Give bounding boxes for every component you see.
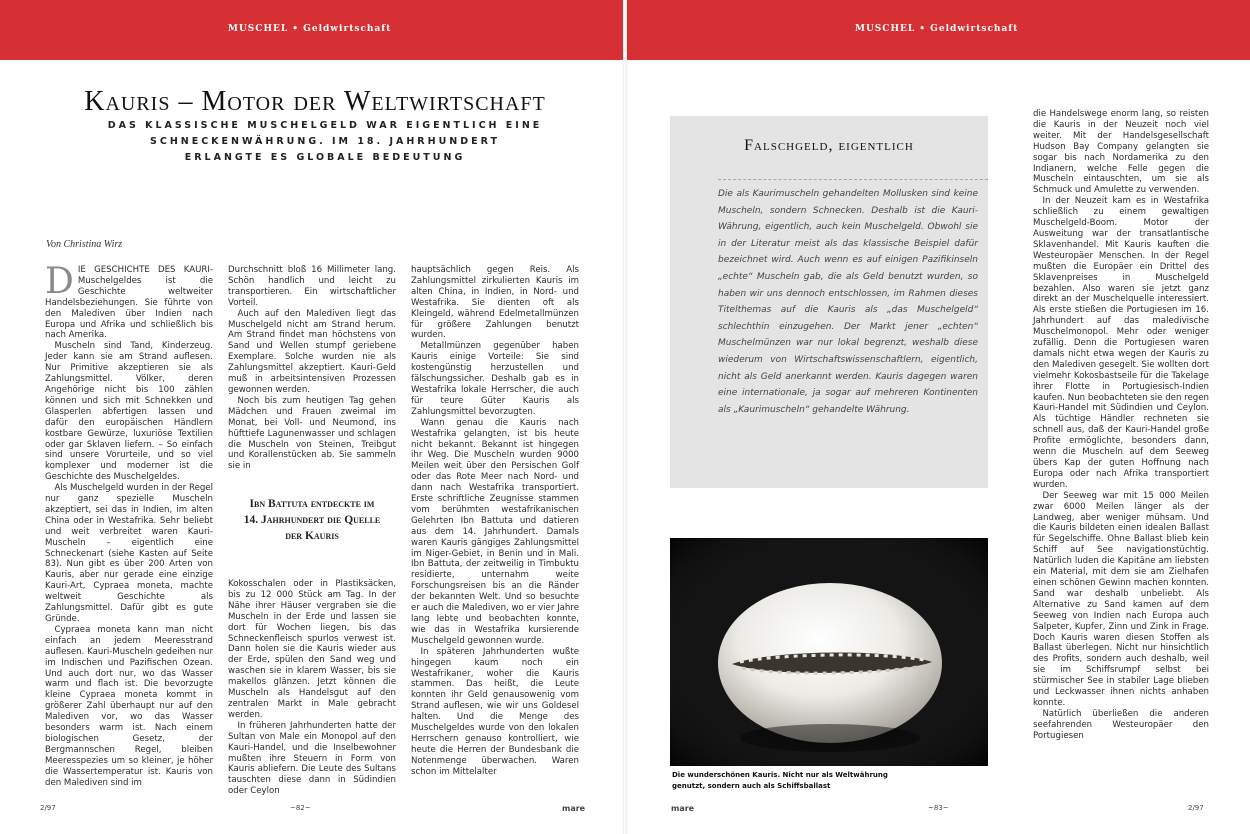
deck-line: ERLANGTE ES GLOBALE BEDEUTUNG xyxy=(184,152,466,163)
body-paragraph: In der Neuzeit kam es in Westafrika schließlich zu einem gewaltigen Muschelgeld-Boom. Motor der Ausweitung war der transatlantische Sklavenhandel. Mit Kauris kauften die Westeuropäer Menschen. In der Regel mußten die Europäer ein Drittel des Sklavenpreises in Muschelgeld bezahlen. Also waren sie jetzt ganz direkt an der Muschelquelle interessiert. Als erste stießen die Portugiesen im 16. Jahrhundert auf das maledivische Muschelmonopol. Mehr oder weniger zufällig. Denn die Portugiesen waren damals nicht etwa wegen der Kauris zu den Malediven gesegelt. Sie wollten dort vielmehr Kokosbastseile für die Takelage ihrer Flotte in Portugiesisch-Indien kaufen. Nun beobachteten sie den regen Kauri-Handel mit Südindien und Ceylon. Als tüchtige Händler rechneten sie schnell aus, daß der Kauri-Handel große Profite ermöglichte, besonders dann, wenn die Muscheln auf dem Seeweg übers Kap der guten Hoffnung nach Europa oder nach Afrika transportiert wurden. xyxy=(1033,196,1209,490)
article-title: Kauris – Motor der Weltwirtschaft xyxy=(84,86,546,117)
article-deck xyxy=(40,118,610,166)
deck-line: DAS KLASSISCHE MUSCHELGELD WAR EIGENTLICH EINE xyxy=(107,120,543,131)
sidebar-text: Die als Kaurimuscheln gehandelten Mollusken sind keine Muscheln, sondern Schnecken. Deshalb ist die Kauri-Währung, eigentlich, auch kein Muschelgeld. Obwohl sie in der Literatur meist als das klassische Beispiel dafür bezeichnet wird. Auch wenn es auf einigen Pazifikinseln „echte“ Muscheln gab, die als Geld benutzt wurden, so haben wir uns dennoch entschlossen, im Rahmen dieses Titelthemas auf die Kauris als „das Muschelgeld“ schlechthin einzugehen. Der Markt jener „echten“ Muschelmünzen war nur lokal begrenzt, weshalb diese wiederum von Wirtschaftswissenschaftlern, eigentlich, nicht als Geld anerkannt werden. Kauris dagegen waren eine internationale, ja sogar auf mehreren Kontinenten als „Kaurimuscheln“ gehandelte Währung. xyxy=(718,189,978,415)
body-column-2 xyxy=(228,265,396,491)
article-subhead: Ibn Battuta entdeckte im 14. Jahrhundert die Quelle der Kauris xyxy=(243,498,381,542)
deck-line: SCHNECKENWÄHRUNG. IM 18. JAHRHUNDERT xyxy=(150,136,500,147)
drop-cap: D xyxy=(45,261,74,302)
caption-line: Die wunderschönen Kauris. Nicht nur als Weltwährung xyxy=(672,771,888,779)
header-band-right xyxy=(625,0,1250,60)
page-gutter xyxy=(623,0,627,834)
body-paragraph: Muscheln sind Tand, Kinderzeug. Jeder kann sie am Strand auflesen. Nur Primitive akzeptieren sie als Zahlungsmittel. Völker, deren Angehörige nicht bis 100 zählen können und sich mit Schnekken und Glasperlen abfertigen lassen und dafür den europäischen Händlern kostbare Gewürze, luxuriöse Textilien oder gar Sklaven liefern. – So einfach sind unsere Vorurteile, und so viel komplexer und moderner ist die Geschichte des Muschelgeldes. xyxy=(45,341,213,483)
body-paragraph: Der Seeweg war mit 15 000 Meilen zwar 6000 Meilen länger als der Landweg, aber weniger mühsam. Und die Kauris bildeten einen idealen Ballast für Segelschiffe. Ohne Ballast blieb kein Schiff auf See navigationstüchtig. Natürlich luden die Kapitäne am liebsten ein Material, mit dem sie am Zielhafen einen schönen Gewinn machen konnten. Sand war deshalb unbeliebt. Als Alternative zu Sand kamen auf dem Seeweg von Indien nach Europa auch Salpeter, Kupfer, Zinn und Zink in Frage. Doch Kauris waren diesen Stoffen als Ballast überlegen. Nicht nur hinsichtlich des Profits, sondern auch deshalb, weil sie im Schiffsrumpf selbst bei stürmischer See in stabiler Lage blieben und Leckwasser ihnen nichts anhaben konnte. xyxy=(1033,490,1209,708)
body-paragraph: Kokosschalen oder in Plastiksäcken, bis zu 12 000 Stück am Tag. In der Nähe ihrer Häuser vergraben sie die Muscheln in der Erde und lassen sie dort für Wochen liegen, bis das Schneckenfleisch spurlos verwest ist. Dann holen sie die Kauris wieder aus der Erde, spülen den Sand weg und waschen sie in klarem Wasser, bis sie makellos glänzen. Jetzt können die Muscheln als Handelsgut auf den zentralen Markt in Male gebracht werden. xyxy=(228,579,396,720)
cowrie-shell-illustration xyxy=(670,538,988,766)
body-paragraph: Noch bis zum heutigen Tag gehen Mädchen und Frauen zweimal im Monat, bei Voll- und Neumond, ins hüfttiefe Lagunenwasser und schlagen die Muscheln von Steinen, Treibgut und Korallenstücken ab. Sie sammeln sie in xyxy=(228,395,396,472)
running-header-left: MUSCHEL • Geldwirtschaft xyxy=(228,24,392,34)
body-paragraph: Durchschnitt bloß 16 Millimeter lang. Schön handlich und leicht zu transportieren. Ein wirtschaftlicher Vorteil. xyxy=(228,265,396,308)
photo-caption xyxy=(672,770,988,792)
body-paragraph: Als Muschelgeld wurden in der Regel nur ganz spezielle Muscheln akzeptiert, sei das in Indien, im alten China oder in Westafrika. Sehr beliebt und weit verbreitet waren Kauri-Muscheln – eigentlich eine Schneckenart (siehe Kasten auf Seite 83). Nun gibt es über 200 Arten von Kauris, aber nur gerade eine einzige Kauri-Art, Cypraea moneta, machte weltweit Geschichte als Zahlungsmittel. Dafür gibt es gute Gründe. xyxy=(45,483,213,624)
body-paragraph: die Handelswege enorm lang, so reisten die Kauris in der Neuzeit noch viel weiter. Mit der Handelsgesellschaft Hudson Bay Company gelangten sie sogar bis nach Nordamerika zu den Indianern, welche Felle gegen die Muscheln eintauschten, um sie als Schmuck und Amulette zu verwenden. xyxy=(1033,109,1209,196)
brand-left: mare xyxy=(562,804,586,813)
body-paragraph: Natürlich überließen die anderen seefahrenden Westeuropäer den Portugiesen xyxy=(1033,708,1209,741)
folio-issue-left: 2/97 xyxy=(40,804,56,812)
caption-line: genutzt, sondern auch als Schiffsballast xyxy=(672,782,831,790)
body-paragraph: Auch auf den Malediven liegt das Muschelgeld nicht am Strand herum. Am Strand findet man höchstens von Sand und Wellen stumpf geriebene Exemplare. Solche wurden nie als Zahlungsmittel akzeptiert. Kauri-Geld muß in arbeitsintensiven Prozessen gewonnen werden. xyxy=(228,308,396,395)
body-paragraph: In früheren Jahrhunderten hatte der Sultan von Male ein Monopol auf den Kauri-Handel, und die Inselbewohner mußten ihre Steuern in Form von Kauris abliefern. Die Leute des Sultans tauschten diese dann in Südindien oder Ceylon xyxy=(228,720,396,797)
sidebar-title: Falschgeld, eigentlich xyxy=(744,137,914,154)
body-column-2-continued xyxy=(228,579,396,797)
body-column-3 xyxy=(411,265,579,791)
byline: Von Christina Wirz xyxy=(46,239,123,250)
body-paragraph: hauptsächlich gegen Reis. Als Zahlungsmittel zirkulierten Kauris im alten China, in Indien, in Nord- und Westafrika. Sie dienten oft als Kleingeld, während Edelmetallmünzen für größere Zahlungen benutzt wurden. xyxy=(411,265,579,341)
body-paragraph: Wann genau die Kauris nach Westafrika gelangten, ist bis heute nicht bekannt. Bekannt ist hingegen ihr Weg. Die Muscheln wurden 9000 Meilen weit über den Persischen Golf oder das Rote Meer nach Nord- und dann nach Westafrika transportiert. Erste schriftliche Zeugnisse stammen vom berühmten westafrikanischen Gelehrten Ibn Battuta und datieren aus dem 14. Jahrhundert. Damals waren Kauris gängiges Zahlungsmittel im Niger-Gebiet, in Benin und in Mali. Ibn Battuta, der zeitweilig in Timbuktu residierte, unternahm weite Forschungsreisen bis an die Ränder der bekannten Welt. Und so besuchte er auch die Malediven, wo er vier Jahre lang lebte und beobachten konnte, wie das in Westafrika kursierende Muschelgeld gewonnen wurde. xyxy=(411,417,579,646)
body-paragraph: Metallmünzen gegenüber haben Kauris einige Vorteile: Sie sind kostengünstig herzustellen und fälschungssicher. Deshalb gab es in Westafrika lokale Herrscher, die auch für teure Güter Kauris als Zahlungsmittel bevorzugten. xyxy=(411,341,579,417)
header-band-left xyxy=(0,0,625,60)
cowrie-shell-photo xyxy=(670,538,988,766)
brand-right: mare xyxy=(671,804,695,813)
sidebar-divider xyxy=(718,179,988,180)
body-column-4 xyxy=(1033,109,1209,799)
sidebar-box xyxy=(670,116,988,488)
page-number-right: ~83~ xyxy=(928,804,949,812)
body-paragraph: DIE GESCHICHTE DES KAURI-Muschelgeldes ist die Geschichte weltweiter Handelsbeziehungen. Sie führte von den Malediven über Indien nach Europa und Afrika und schließlich bis nach Amerika. xyxy=(45,261,213,341)
body-paragraph: In späteren Jahrhunderten wußte hingegen kaum noch ein Westafrikaner, woher die Kauris stammen. Das heißt, die Leute konnten ihr Geld genausowenig vom Strand auflesen, wie wir uns Goldesel halten. Und die Menge des Muschelgeldes wurde von den lokalen Herrschern genauso kontrolliert, wie heute die Herren der Bundesbank die Notenmenge überwachen. Waren schon im Mittelalter xyxy=(411,646,579,777)
folio-issue-right: 2/97 xyxy=(1188,804,1204,812)
body-paragraph: Cypraea moneta kann man nicht einfach an jedem Meeresstrand auflesen. Kauri-Muscheln gedeihen nur im Indischen und Pazifischen Ozean. Und auch dort nur, wo das Wasser warm und flach ist. Die bevorzugte kleine Cypraea moneta kommt in größerer Zahl überhaupt nur auf den Malediven vor, wo das Wasser besonders warm ist. Nach einem biologischen Gesetz, der Bergmannschen Regel, bleiben Meeresspezies um so kleiner, je höher die Wassertemperatur ist. Kauris von den Malediven sind im xyxy=(45,624,213,788)
running-header-right: MUSCHEL • Geldwirtschaft xyxy=(855,24,1019,34)
body-column-1 xyxy=(45,261,213,793)
page-number-left: ~82~ xyxy=(290,804,311,812)
